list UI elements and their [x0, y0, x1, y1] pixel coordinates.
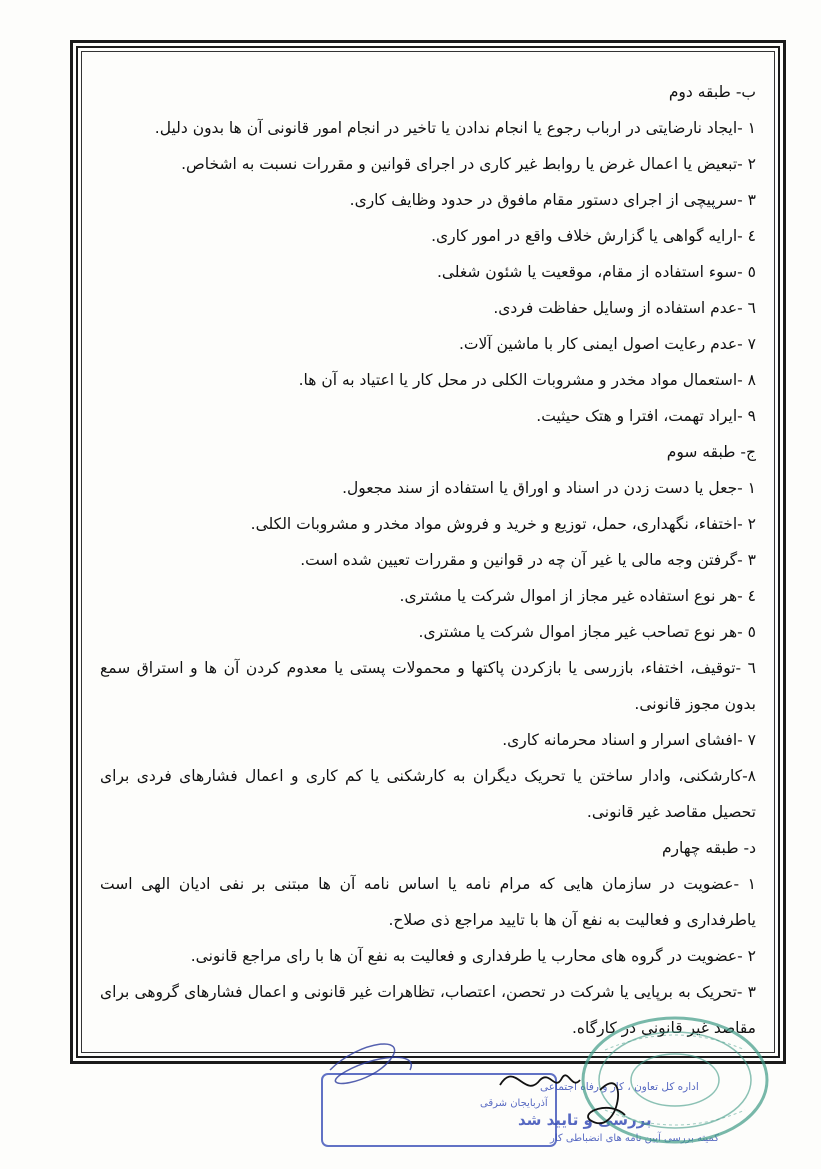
- section-b-heading: ب- طبقه دوم: [668, 83, 756, 101]
- section-b-item-9: ۹ -ایراد تهمت، افترا و هتک حیثیت.: [536, 407, 756, 425]
- section-b-item-7: ۷ -عدم رعایت اصول ایمنی کار با ماشین آلات.: [458, 335, 756, 353]
- section-c-item-3: ۳ -گرفتن وجه مالی یا غیر آن چه در قوانین و مقررات تعیین شده است.: [300, 551, 756, 569]
- section-c-heading: ج- طبقه سوم: [666, 443, 756, 461]
- svg-text:کمیته بررسی آیین نامه های انضب: کمیته بررسی آیین نامه های انضباطی کار: [550, 1133, 719, 1144]
- section-b-item-4: ٤ -ارایه گواهی یا گزارش خلاف واقع در امور کاری.: [431, 227, 756, 245]
- svg-text:اداره کل تعاون ، کار و رفاه اج: اداره کل تعاون ، کار و رفاه اجتماعی: [540, 1081, 699, 1093]
- section-b-item-2: ۲ -تبعیض یا اعمال غرض یا روابط غیر کاری در اجرای قوانین و مقررات نسبت به اشخاص.: [181, 155, 756, 173]
- document-body: [100, 74, 756, 1046]
- section-c-item-5: ٥ -هر نوع تصاحب غیر مجاز اموال شرکت یا مشتری.: [418, 623, 756, 641]
- section-c-item-7: ۷ -افشای اسرار و اسناد محرمانه کاری.: [502, 731, 756, 749]
- section-d-item-3: ۳ -تحریک به برپایی یا شرکت در تحصن، اعتصاب، تظاهرات غیر قانونی و اعمال فشارهای گروهی برای مقاصد غیر قانونی در کارگاه.: [100, 983, 756, 1037]
- svg-text:بررسی و تایید شد: بررسی و تایید شد: [518, 1111, 652, 1129]
- section-b-item-1: ۱ -ایجاد نارضایتی در ارباب رجوع یا انجام ندادن یا تاخیر در انجام امور قانونی آن ها بدون دلیل.: [154, 119, 756, 137]
- section-c-item-6: ٦ -توقیف، اختفاء، بازرسی یا بازکردن پاکتها و محمولات پستی یا معدوم کردن آن ها و استراق سمع بدون مجوز قانونی.: [100, 659, 756, 713]
- section-c-item-2: ۲ -اختفاء، نگهداری، حمل، توزیع و خرید و فروش مواد مخدر و مشروبات الکلی.: [250, 515, 756, 533]
- section-c-item-8: ۸-کارشکنی، وادار ساختن یا تحریک دیگران به کارشکنی یا کم کاری و اعمال فشارهای فردی برای تحصیل مقاصد غیر قانونی.: [100, 767, 756, 821]
- section-b-item-8: ۸ -استعمال مواد مخدر و مشروبات الکلی در محل کار یا اعتیاد به آن ها.: [298, 371, 756, 389]
- section-b-item-3: ۳ -سرپیچی از اجرای دستور مقام مافوق در حدود وظایف کاری.: [349, 191, 756, 209]
- svg-text:آذربایجان شرقی: آذربایجان شرقی: [480, 1098, 548, 1109]
- section-c-item-4: ٤ -هر نوع استفاده غیر مجاز از اموال شرکت یا مشتری.: [399, 587, 756, 605]
- section-d-item-1: ۱ -عضویت در سازمان هایی که مرام نامه یا اساس نامه آن ها مبتنی بر نفی ادیان الهی است یاطرفداری و فعالیت به نفع آن ها با تایید مراجع ذی صلاح.: [100, 875, 756, 929]
- section-d-item-2: ۲ -عضویت در گروه های محارب یا طرفداری و فعالیت به نفع آن ها با رای مراجع قانونی.: [190, 947, 756, 965]
- section-c-item-1: ۱ -جعل یا دست زدن در اسناد و اوراق یا استفاده از سند مجعول.: [342, 479, 756, 497]
- section-b-item-6: ٦ -عدم استفاده از وسایل حفاظت فردی.: [493, 299, 756, 317]
- section-b-item-5: ٥ -سوء استفاده از مقام، موقعیت یا شئون شغلی.: [436, 263, 756, 281]
- signatures: [300, 1030, 630, 1150]
- section-d-heading: د- طبقه چهارم: [661, 839, 756, 857]
